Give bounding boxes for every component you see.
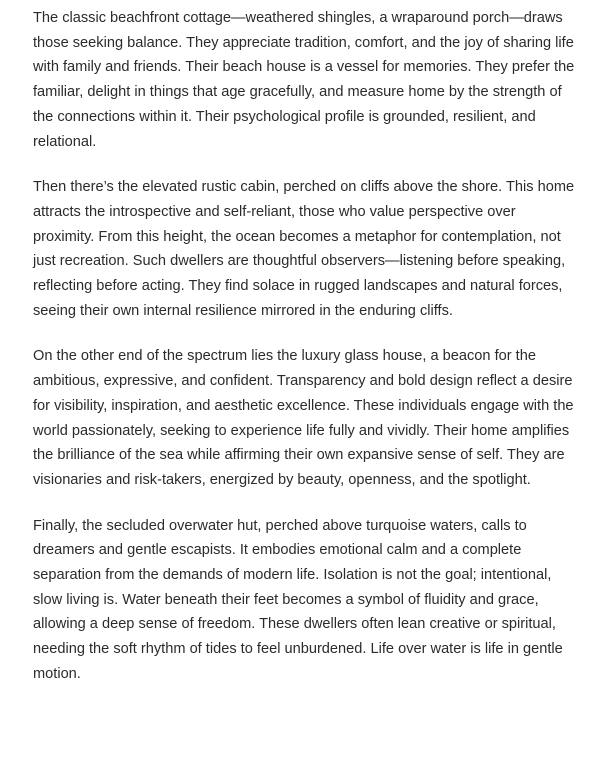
article-body <box>33 6 581 687</box>
paragraph-glass-house: On the other end of the spectrum lies the luxury glass house, a beacon for the ambitious, expressive, and confident. Transparency and bold design reflect a desire for visibility, inspiration, and aesthetic excellence. These individuals engage with the world passionately, seeking to experience life fully and vividly. Their home amplifies the brilliance of the sea while affirming their own expansive sense of self. They are visionaries and risk-takers, energized by beauty, openness, and the spotlight. <box>33 348 574 488</box>
paragraph-overwater-hut: Finally, the secluded overwater hut, perched above turquoise waters, calls to dreamers and gentle escapists. It embodies emotional calm and a complete separation from the demands of modern life. Isolation is not the goal; intentional, slow living is. Water beneath their feet becomes a symbol of fluidity and grace, allowing a deep sense of freedom. These dwellers often lean creative or spiritual, needing the soft rhythm of tides to feel unburdened. Life over water is life in gentle motion. <box>33 517 563 682</box>
paragraph-beachfront-cottage: The classic beachfront cottage—weathered shingles, a wraparound porch—draws those seeking balance. They appreciate tradition, comfort, and the joy of sharing life with family and friends. Their beach house is a vessel for memories. They prefer the familiar, delight in things that age gracefully, and measure home by the strength of the connections within it. Their psychological profile is grounded, resilient, and relational. <box>33 10 575 150</box>
paragraph-rustic-cabin: Then there’s the elevated rustic cabin, perched on cliffs above the shore. This home attracts the introspective and self-reliant, those who value perspective over proximity. From this height, the ocean becomes a metaphor for contemplation, not just recreation. Such dwellers are thoughtful observers—listening before speaking, reflecting before acting. They find solace in rugged landscapes and natural forces, seeing their own internal resilience mirrored in the enduring cliffs. <box>33 179 575 319</box>
